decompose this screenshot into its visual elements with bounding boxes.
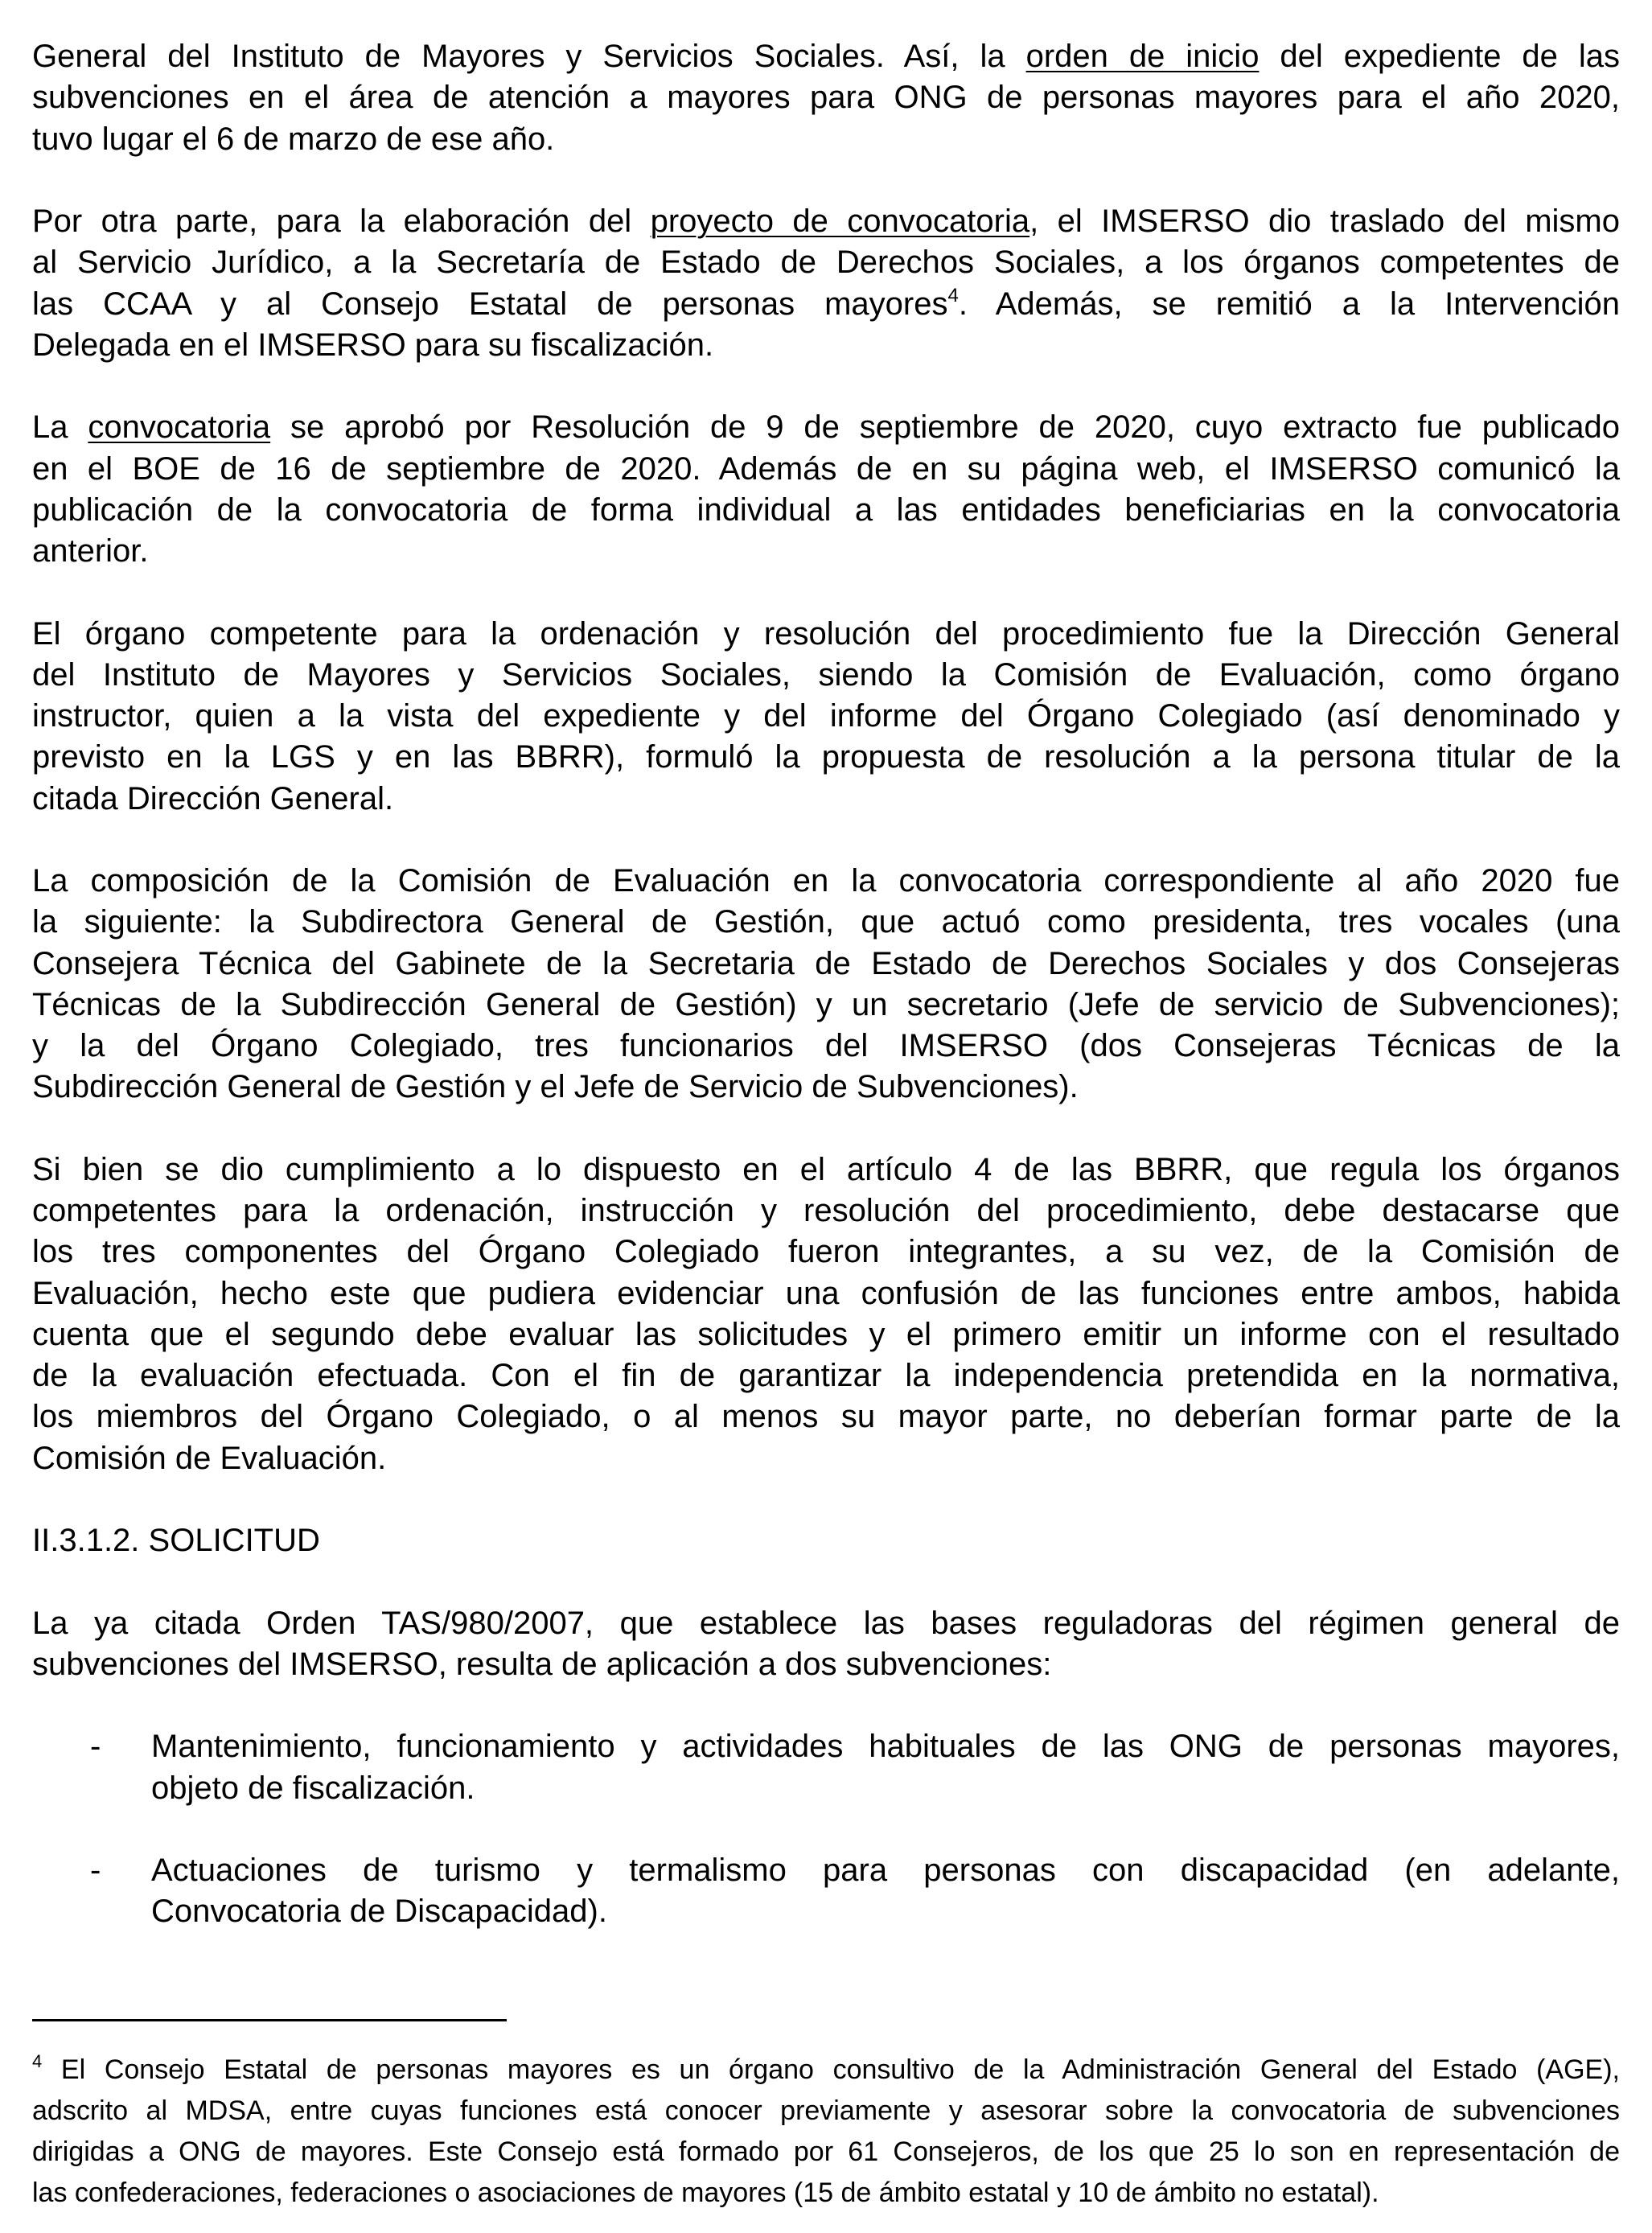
text-line: La composición de la Comisión de Evaluación en la convocatoria correspondiente al año 2020 fue	[32, 863, 1620, 899]
text-line	[32, 2050, 1620, 2091]
text-segment: General del Instituto de Mayores y Servicios Sociales. Así, la	[32, 39, 1026, 74]
paragraph-proyecto-convocatoria	[32, 201, 1620, 366]
text-line: La ya citada Orden TAS/980/2007, que establece las bases reguladoras del régimen general de	[32, 1605, 1620, 1641]
text-line: previsto en la LGS y en las BBRR), formuló la propuesta de resolución a la persona titular de la	[32, 739, 1620, 775]
text-segment: las CCAA y al Consejo Estatal de personas mayores	[32, 286, 948, 322]
text-line: Subdirección General de Gestión y el Jefe de Servicio de Subvenciones).	[32, 1069, 1079, 1105]
text-segment: se aprobó por Resolución de 9 de septiembre de 2020, cuyo extracto fue publicado	[270, 409, 1620, 446]
underlined-term: orden de inicio	[1025, 39, 1260, 74]
text-line: objeto de fiscalización.	[151, 1770, 475, 1806]
footnote-number: 4	[32, 2051, 43, 2071]
text-line: Si bien se dio cumplimiento a lo dispuesto en el artículo 4 de las BBRR, que regula los órganos	[32, 1151, 1620, 1187]
underlined-term: convocatoria	[88, 409, 271, 446]
text-line: Evaluación, hecho este que pudiera evidenciar una confusión de las funciones entre ambos, habida	[32, 1275, 1620, 1311]
footnote	[32, 2050, 1620, 2214]
bullet-dash: -	[90, 1729, 101, 1765]
text-line: adscrito al MDSA, entre cuyas funciones está conocer previamente y asesorar sobre la convocatoria de subvenciones	[32, 2095, 1620, 2126]
text-line: y la del Órgano Colegiado, tres funcionarios del IMSERSO (dos Consejeras Técnicas de la	[32, 1028, 1620, 1063]
text-line: las confederaciones, federaciones o asociaciones de mayores (15 de ámbito estatal y 10 de ámbito no estatal).	[32, 2177, 1379, 2208]
list-item	[32, 1726, 1620, 1809]
text-segment: , el IMSERSO dio traslado del mismo	[1029, 204, 1621, 239]
list-item	[32, 1850, 1620, 1933]
text-line: Delegada en el IMSERSO para su fiscalización.	[32, 327, 714, 363]
text-line: publicación de la convocatoria de forma individual a las entidades beneficiarias en la convocatoria	[32, 491, 1620, 528]
text-line: los miembros del Órgano Colegiado, o al menos su mayor parte, no deberían formar parte de la	[32, 1399, 1620, 1435]
paragraph-orden-inicio	[32, 36, 1620, 160]
text-line: anterior.	[32, 533, 149, 569]
text-line: Comisión de Evaluación.	[32, 1440, 387, 1476]
text-line: los tres componentes del Órgano Colegiado fueron integrantes, a su vez, de la Comisión de	[32, 1234, 1620, 1270]
text-line: cuenta que el segundo debe evaluar las solicitudes y el primero emitir un informe con el resultado	[32, 1316, 1620, 1352]
text-line: Técnicas de la Subdirección General de Gestión) y un secretario (Jefe de servicio de Subvenciones);	[32, 986, 1620, 1022]
text-line: del Instituto de Mayores y Servicios Sociales, siendo la Comisión de Evaluación, como órgano	[32, 656, 1620, 693]
text-line: subvenciones en el área de atención a mayores para ONG de personas mayores para el año 2020,	[32, 80, 1620, 116]
text-line: en el BOE de 16 de septiembre de 2020. Además de en su página web, el IMSERSO comunicó la	[32, 450, 1620, 487]
bullet-dash: -	[90, 1853, 101, 1888]
text-line: competentes para la ordenación, instrucción y resolución del procedimiento, debe destacarse que	[32, 1193, 1620, 1228]
text-line: Mantenimiento, funcionamiento y actividades habituales de las ONG de personas mayores,	[151, 1729, 1620, 1765]
text-line	[32, 284, 1620, 325]
paragraph-convocatoria	[32, 407, 1620, 572]
paragraph-organo-competente	[32, 614, 1620, 820]
text-line: citada Dirección General.	[32, 780, 394, 816]
text-line: la siguiente: la Subdirectora General de Gestión, que actuó como presidenta, tres vocales (una	[32, 904, 1620, 940]
text-line: de la evaluación efectuada. Con el fin de garantizar la independencia pretendida en la normativa,	[32, 1358, 1620, 1393]
text-line: instructor, quien a la vista del expediente y del informe del Órgano Colegiado (así denominado y	[32, 698, 1620, 734]
paragraph-observacion	[32, 1149, 1620, 1479]
text-segment: Por otra parte, para la elaboración del	[32, 204, 651, 239]
text-line	[32, 201, 1620, 242]
text-segment: . Además, se remitió a la Intervención	[958, 286, 1620, 322]
text-line: Actuaciones de turismo y termalismo para personas con discapacidad (en adelante,	[151, 1853, 1620, 1888]
paragraph-composicion-comision	[32, 861, 1620, 1108]
text-segment: El Consejo Estatal de personas mayores es un órgano consultivo de la Administración General del Estado (AGE),	[42, 2054, 1620, 2085]
underlined-term: proyecto de convocatoria	[650, 204, 1030, 239]
text-segment: del expediente de las	[1259, 39, 1620, 74]
footnote-separator	[32, 2019, 507, 2021]
text-line: El órgano competente para la ordenación y resolución del procedimiento fue la Dirección General	[32, 615, 1620, 652]
footnote-reference[interactable]: 4	[947, 284, 959, 306]
text-line: al Servicio Jurídico, a la Secretaría de Estado de Derechos Sociales, a los órganos competentes de	[32, 245, 1620, 281]
text-segment: La	[32, 409, 88, 446]
text-line: subvenciones del IMSERSO, resulta de aplicación a dos subvenciones:	[32, 1646, 1052, 1682]
text-line: dirigidas a ONG de mayores. Este Consejo está formado por 61 Consejeros, de los que 25 lo son en representación de	[32, 2136, 1620, 2167]
text-line	[32, 36, 1620, 77]
document-body	[32, 36, 1620, 1974]
text-line: Convocatoria de Discapacidad).	[151, 1894, 607, 1930]
text-line: tuvo lugar el 6 de marzo de ese año.	[32, 121, 555, 157]
section-heading: II.3.1.2. SOLICITUD	[32, 1523, 320, 1558]
text-line: Consejera Técnica del Gabinete de la Secretaria de Estado de Derechos Sociales y dos Consejeras	[32, 945, 1620, 981]
paragraph-orden-tas	[32, 1603, 1620, 1686]
text-line	[32, 407, 1620, 448]
